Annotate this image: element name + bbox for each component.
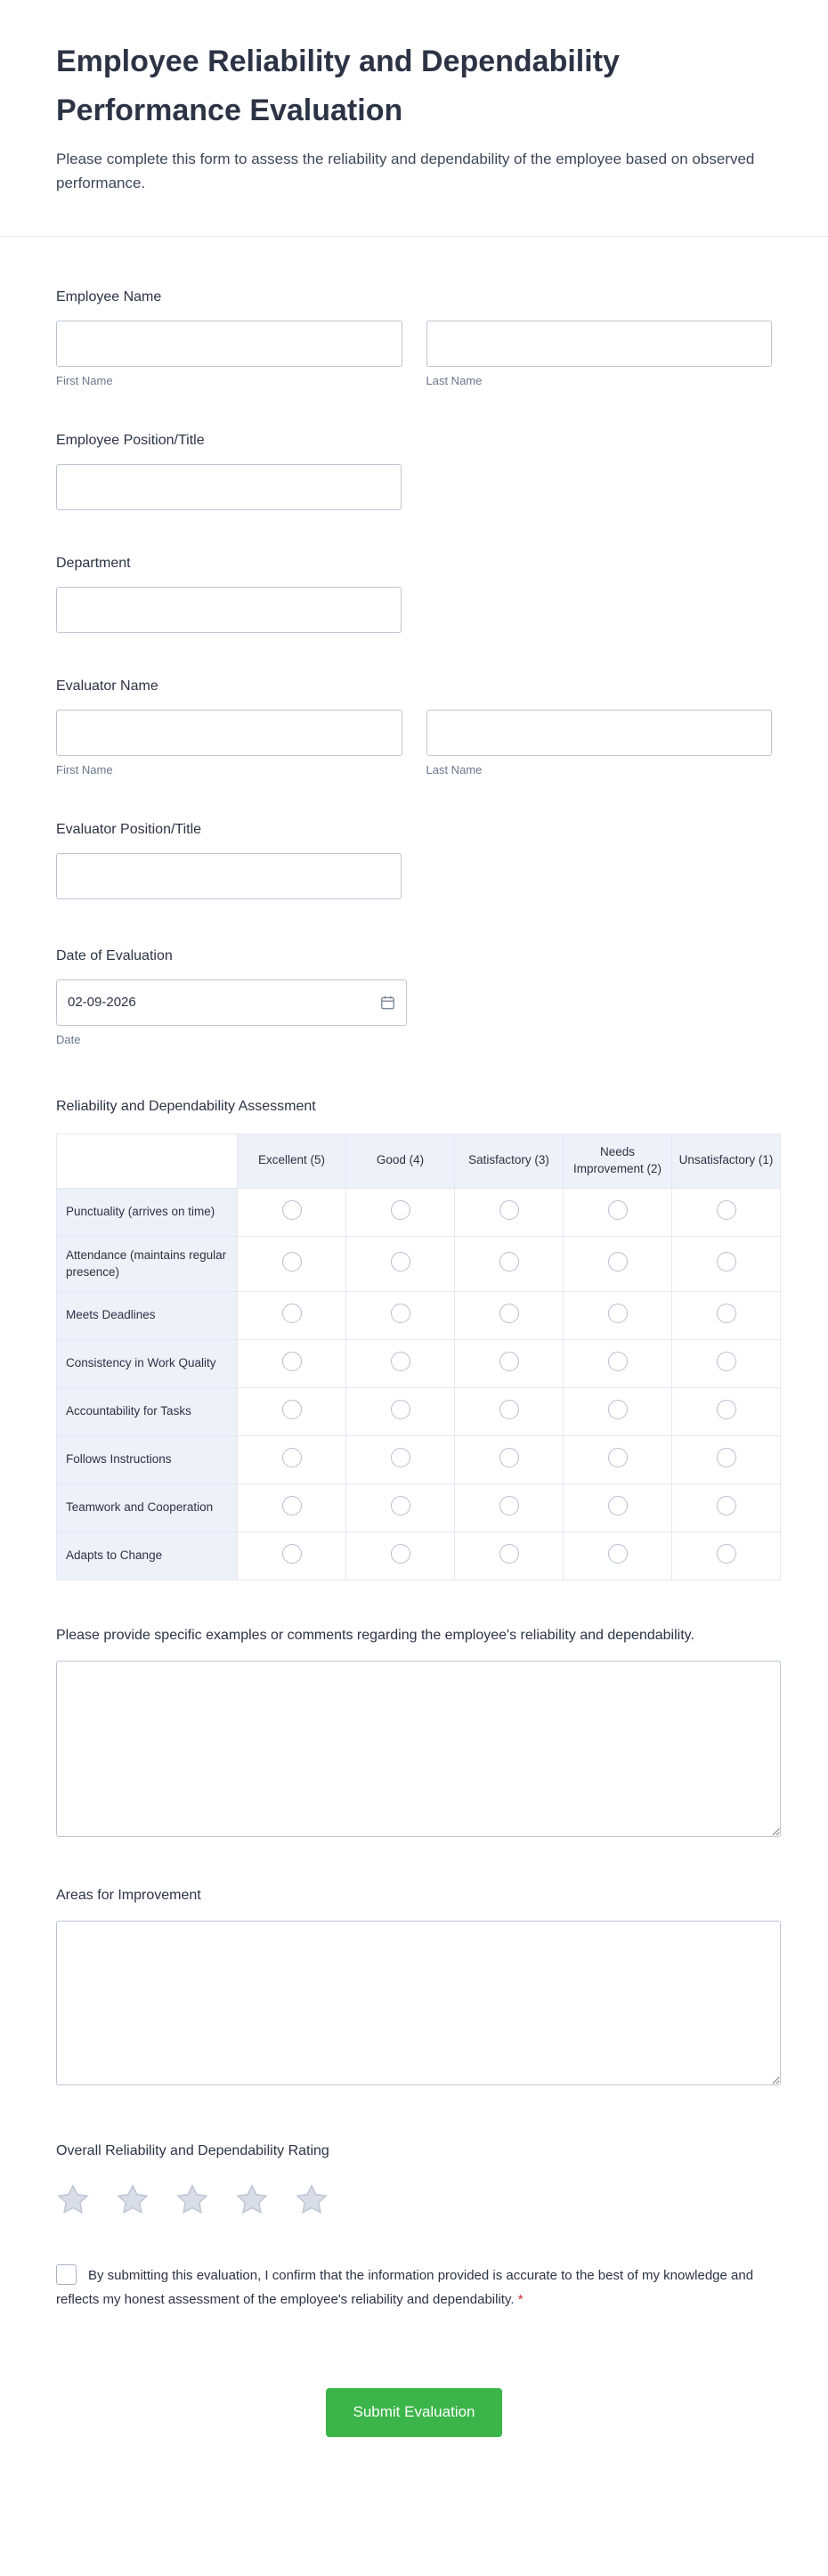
improvement-textarea[interactable] — [56, 1921, 781, 2085]
form-subtitle: Please complete this form to assess the reliability and dependability of the employee based on observed performance. — [56, 150, 755, 191]
matrix-column-header: Satisfactory (3) — [455, 1134, 564, 1188]
radio-button[interactable] — [499, 1544, 519, 1564]
date-of-evaluation-label: Date of Evaluation — [56, 947, 173, 963]
matrix-radio-cell[interactable] — [564, 1532, 672, 1581]
assessment-section — [56, 1096, 772, 1581]
matrix-row — [57, 1236, 781, 1292]
matrix-radio-cell[interactable] — [564, 1484, 672, 1532]
radio-button[interactable] — [608, 1352, 628, 1371]
matrix-radio-cell[interactable] — [238, 1388, 346, 1436]
star-icon[interactable] — [235, 2183, 269, 2216]
matrix-radio-cell[interactable] — [455, 1292, 564, 1340]
radio-button[interactable] — [717, 1252, 736, 1272]
matrix-row — [57, 1292, 781, 1340]
radio-button[interactable] — [717, 1352, 736, 1371]
radio-button[interactable] — [391, 1448, 410, 1467]
radio-button[interactable] — [608, 1544, 628, 1564]
confirmation-field — [56, 2264, 772, 2312]
matrix-radio-cell[interactable] — [564, 1292, 672, 1340]
form-title: Employee Reliability and Dependability Performance Evaluation — [56, 45, 620, 128]
matrix-radio-cell[interactable] — [564, 1188, 672, 1236]
rating-field — [56, 2141, 772, 2216]
matrix-radio-cell[interactable] — [672, 1532, 781, 1581]
matrix-radio-cell[interactable] — [238, 1436, 346, 1484]
date-input[interactable] — [56, 979, 407, 1026]
matrix-radio-cell[interactable] — [672, 1340, 781, 1388]
matrix-radio-cell[interactable] — [672, 1436, 781, 1484]
header-divider — [0, 236, 828, 237]
radio-button[interactable] — [282, 1448, 302, 1467]
department-input[interactable] — [56, 587, 402, 633]
radio-button[interactable] — [608, 1496, 628, 1516]
matrix-row — [57, 1484, 781, 1532]
matrix-row — [57, 1188, 781, 1236]
matrix-radio-cell[interactable] — [455, 1340, 564, 1388]
employee-last-name-input[interactable] — [426, 321, 773, 367]
radio-button[interactable] — [282, 1352, 302, 1371]
department-field — [56, 553, 772, 633]
radio-button[interactable] — [391, 1304, 410, 1323]
radio-button[interactable] — [608, 1252, 628, 1272]
employee-first-name-input[interactable] — [56, 321, 402, 367]
matrix-radio-cell[interactable] — [455, 1436, 564, 1484]
matrix-row-label: Consistency in Work Quality — [57, 1340, 238, 1388]
evaluator-name-label: Evaluator Name — [56, 678, 158, 694]
star-icon[interactable] — [56, 2183, 90, 2216]
matrix-row — [57, 1436, 781, 1484]
matrix-radio-cell[interactable] — [346, 1436, 455, 1484]
matrix-radio-cell[interactable] — [346, 1484, 455, 1532]
form-header — [56, 0, 772, 195]
improvement-label: Areas for Improvement — [56, 1888, 201, 1904]
radio-button[interactable] — [282, 1400, 302, 1419]
radio-button[interactable] — [282, 1252, 302, 1272]
evaluator-position-input[interactable] — [56, 853, 402, 899]
evaluator-position-label: Evaluator Position/Title — [56, 821, 202, 837]
department-label: Department — [56, 555, 131, 571]
matrix-column-header: Needs Improvement (2) — [564, 1134, 672, 1188]
radio-button[interactable] — [499, 1448, 519, 1467]
matrix-radio-cell[interactable] — [672, 1292, 781, 1340]
radio-button[interactable] — [499, 1352, 519, 1371]
employee-name-field — [56, 287, 772, 387]
submit-button[interactable]: Submit Evaluation — [326, 2388, 501, 2437]
matrix-radio-cell[interactable] — [238, 1340, 346, 1388]
radio-button[interactable] — [391, 1352, 410, 1371]
evaluator-last-name-sublabel: Last Name — [426, 762, 483, 776]
evaluator-name-field — [56, 676, 772, 776]
matrix-row — [57, 1388, 781, 1436]
matrix-header-row — [57, 1134, 781, 1188]
improvement-field — [56, 1885, 772, 2085]
date-of-evaluation-field — [56, 946, 772, 1046]
matrix-row-label: Teamwork and Cooperation — [57, 1484, 238, 1532]
employee-name-label: Employee Name — [56, 288, 162, 305]
radio-button[interactable] — [391, 1252, 410, 1272]
matrix-row-label: Adapts to Change — [57, 1532, 238, 1581]
radio-button[interactable] — [717, 1200, 736, 1220]
employee-last-name-sublabel: Last Name — [426, 373, 483, 387]
comments-field — [56, 1625, 772, 1837]
radio-button[interactable] — [608, 1400, 628, 1419]
matrix-radio-cell[interactable] — [238, 1292, 346, 1340]
calendar-icon[interactable] — [379, 994, 396, 1011]
matrix-radio-cell[interactable] — [455, 1236, 564, 1292]
radio-button[interactable] — [391, 1544, 410, 1564]
confirm-checkbox[interactable] — [56, 2264, 77, 2285]
radio-button[interactable] — [282, 1544, 302, 1564]
radio-button[interactable] — [391, 1200, 410, 1220]
comments-textarea[interactable] — [56, 1661, 781, 1837]
radio-button[interactable] — [391, 1400, 410, 1419]
radio-button[interactable] — [391, 1496, 410, 1516]
rating-label: Overall Reliability and Dependability Rating — [56, 2143, 329, 2159]
evaluator-first-name-sublabel: First Name — [56, 762, 113, 776]
date-sublabel: Date — [56, 1032, 81, 1046]
matrix-row — [57, 1532, 781, 1581]
matrix-radio-cell[interactable] — [564, 1436, 672, 1484]
star-rating — [56, 2183, 772, 2216]
matrix-radio-cell[interactable] — [455, 1388, 564, 1436]
star-icon[interactable] — [295, 2183, 329, 2216]
matrix-radio-cell[interactable] — [238, 1484, 346, 1532]
matrix-radio-cell[interactable] — [346, 1236, 455, 1292]
matrix-corner-cell — [57, 1134, 238, 1188]
assessment-label: Reliability and Dependability Assessment — [56, 1098, 316, 1114]
radio-button[interactable] — [717, 1544, 736, 1564]
radio-button[interactable] — [717, 1496, 736, 1516]
radio-button[interactable] — [282, 1496, 302, 1516]
radio-button[interactable] — [499, 1200, 519, 1220]
radio-button[interactable] — [499, 1496, 519, 1516]
employee-position-label: Employee Position/Title — [56, 432, 205, 448]
employee-position-field — [56, 430, 772, 510]
matrix-radio-cell[interactable] — [238, 1236, 346, 1292]
confirmation-text: By submitting this evaluation, I confirm that the information provided is accurate to the best of my knowledge and reflects my honest assessment of the employee's reliability and dependability. — [56, 2268, 754, 2307]
submit-row — [56, 2388, 772, 2498]
matrix-radio-cell[interactable] — [455, 1188, 564, 1236]
matrix-radio-cell[interactable] — [346, 1388, 455, 1436]
matrix-row-label: Attendance (maintains regular presence) — [57, 1236, 238, 1292]
matrix-radio-cell[interactable] — [564, 1340, 672, 1388]
radio-button[interactable] — [499, 1304, 519, 1323]
employee-position-input[interactable] — [56, 464, 402, 510]
matrix-column-header: Excellent (5) — [238, 1134, 346, 1188]
star-icon[interactable] — [116, 2183, 150, 2216]
assessment-matrix — [56, 1134, 781, 1581]
matrix-radio-cell[interactable] — [672, 1236, 781, 1292]
radio-button[interactable] — [282, 1304, 302, 1323]
star-icon[interactable] — [175, 2183, 209, 2216]
matrix-radio-cell[interactable] — [564, 1388, 672, 1436]
matrix-column-header: Unsatisfactory (1) — [672, 1134, 781, 1188]
radio-button[interactable] — [499, 1252, 519, 1272]
radio-button[interactable] — [608, 1448, 628, 1467]
matrix-radio-cell[interactable] — [672, 1188, 781, 1236]
matrix-row-label: Accountability for Tasks — [57, 1388, 238, 1436]
radio-button[interactable] — [608, 1304, 628, 1323]
radio-button[interactable] — [608, 1200, 628, 1220]
radio-button[interactable] — [282, 1200, 302, 1220]
radio-button[interactable] — [717, 1400, 736, 1419]
evaluator-last-name-input[interactable] — [426, 710, 773, 756]
matrix-row — [57, 1340, 781, 1388]
radio-button[interactable] — [499, 1400, 519, 1419]
matrix-radio-cell[interactable] — [346, 1532, 455, 1581]
matrix-radio-cell[interactable] — [564, 1236, 672, 1292]
evaluator-first-name-input[interactable] — [56, 710, 402, 756]
matrix-radio-cell[interactable] — [238, 1188, 346, 1236]
matrix-column-header: Good (4) — [346, 1134, 455, 1188]
comments-label: Please provide specific examples or comments regarding the employee's reliability and dependability. — [56, 1628, 694, 1644]
matrix-row-label: Meets Deadlines — [57, 1292, 238, 1340]
employee-first-name-sublabel: First Name — [56, 373, 113, 387]
matrix-row-label: Punctuality (arrives on time) — [57, 1188, 238, 1236]
matrix-body — [57, 1188, 781, 1581]
matrix-row-label: Follows Instructions — [57, 1436, 238, 1484]
matrix-radio-cell[interactable] — [455, 1532, 564, 1581]
radio-button[interactable] — [717, 1304, 736, 1323]
matrix-radio-cell[interactable] — [455, 1484, 564, 1532]
matrix-radio-cell[interactable] — [346, 1340, 455, 1388]
matrix-radio-cell[interactable] — [238, 1532, 346, 1581]
matrix-radio-cell[interactable] — [672, 1388, 781, 1436]
required-asterisk: * — [517, 2291, 524, 2307]
matrix-radio-cell[interactable] — [346, 1292, 455, 1340]
radio-button[interactable] — [717, 1448, 736, 1467]
matrix-radio-cell[interactable] — [672, 1484, 781, 1532]
evaluator-position-field — [56, 819, 772, 899]
matrix-radio-cell[interactable] — [346, 1188, 455, 1236]
